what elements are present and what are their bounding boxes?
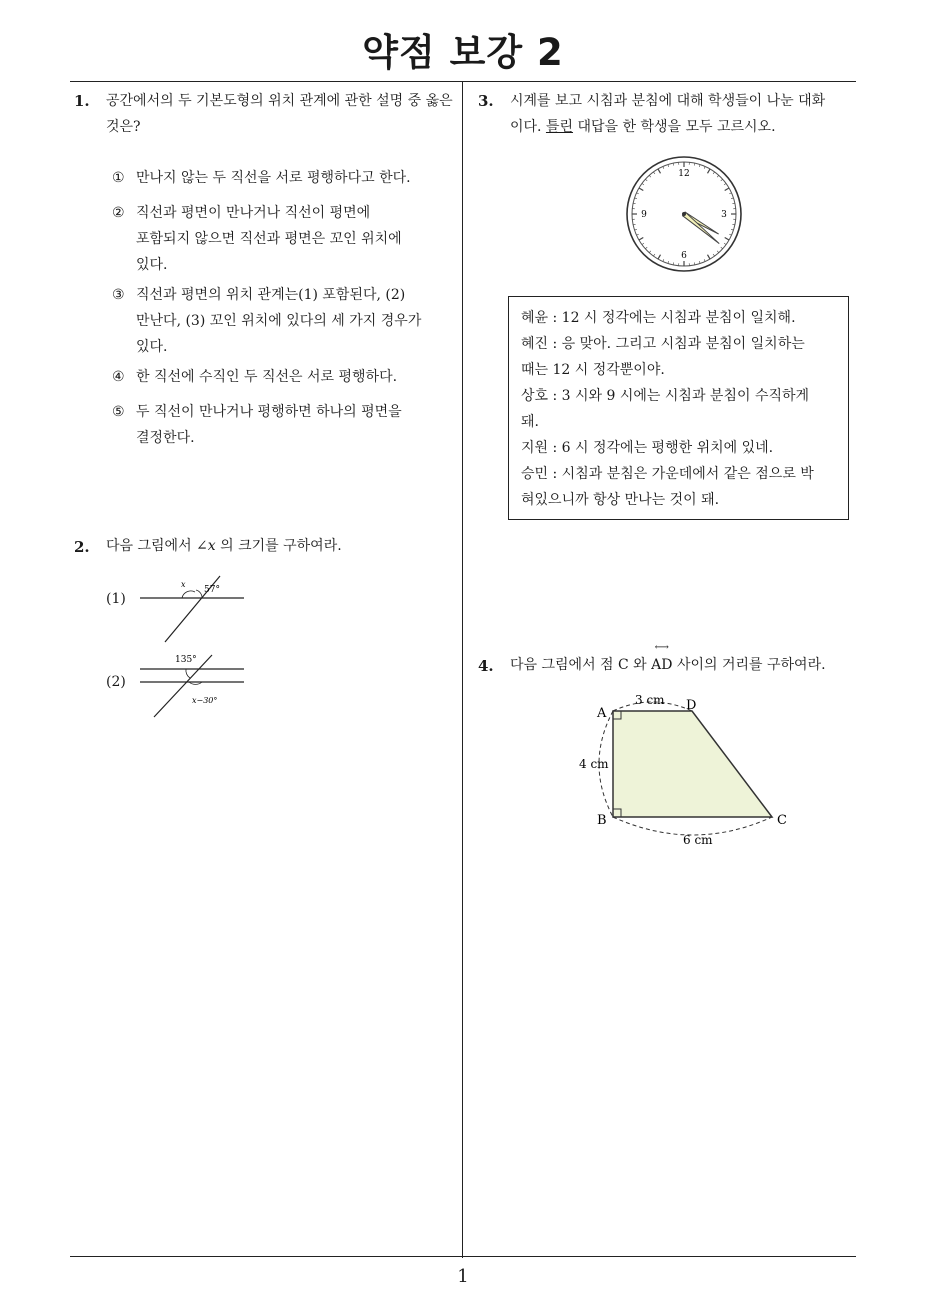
choice-5-line: 결정한다. [136, 430, 195, 446]
parallel-lines-figure-2 [130, 650, 260, 725]
question-4-number: 4. [478, 657, 494, 675]
point-d-label: D [686, 698, 697, 713]
choice-2-line: 직선과 평면이 만나거나 직선이 평면에 [136, 205, 371, 221]
length-label-4cm: 4 cm [579, 757, 609, 771]
question-1-choices [112, 165, 457, 451]
angle-variable: x [207, 538, 216, 554]
choice-2-line: 있다. [136, 257, 168, 273]
question-4-text-before: 다음 그림에서 점 C 와 [510, 657, 652, 673]
choice-2[interactable] [112, 200, 457, 278]
choice-4[interactable] [112, 364, 457, 390]
clock-figure [624, 154, 744, 274]
choice-2-line: 포함되지 않으면 직선과 평면은 꼬인 위치에 [136, 231, 402, 247]
angle-label-135: 135° [175, 655, 197, 665]
question-3-line-2-before: 이다. [510, 119, 546, 135]
column-divider [462, 82, 463, 1258]
choice-5-mark: ⑤ [112, 404, 125, 420]
dialog-line: 혜진 : 응 맞아. 그리고 시침과 분침이 일치하는 [521, 336, 805, 352]
part-1-label: (1) [106, 591, 126, 607]
choice-5[interactable] [112, 399, 457, 451]
student-dialog-box [508, 296, 849, 520]
point-b-label: B [597, 813, 607, 828]
angle-label-57: 57° [204, 585, 220, 595]
underlined-keyword: 틀린 [545, 119, 574, 135]
angle-symbol: ∠ [196, 538, 208, 554]
choice-1-mark: ① [112, 170, 125, 186]
point-a-label: A [597, 706, 607, 721]
choice-1-line: 만나지 않는 두 직선을 서로 평행하다고 한다. [136, 170, 411, 186]
dialog-line: 승민 : 시침과 분침은 가운데에서 같은 점으로 박 [521, 466, 814, 482]
question-2-text [106, 533, 342, 559]
length-label-3cm: 3 cm [635, 693, 665, 707]
angle-arc-135 [186, 669, 190, 678]
dialog-line: 혜윤 : 12 시 정각에는 시침과 분침이 일치해. [521, 310, 796, 326]
angle-label-x-30: x−30° [192, 696, 218, 705]
clock-number-3: 3 [721, 210, 727, 220]
choice-1[interactable] [112, 165, 457, 191]
choice-3-line: 직선과 평면의 위치 관계는(1) 포함된다, (2) [136, 287, 406, 303]
angle-label-x: x [181, 580, 186, 589]
dialog-line: 상호 : 3 시와 9 시에는 시침과 분침이 수직하게 [521, 388, 810, 404]
page-title: 약점 보강 2 [362, 31, 564, 74]
question-3-number: 3. [478, 92, 494, 110]
header-rule [70, 81, 856, 82]
choice-2-mark: ② [112, 205, 125, 221]
point-c-label: C [777, 813, 787, 828]
clock-number-9: 9 [641, 210, 647, 220]
question-4-text-after: 사이의 거리를 구하여라. [672, 657, 826, 673]
clock-center-pin [682, 212, 686, 216]
question-1-text: 공간에서의 두 기본도형의 위치 관계에 관한 설명 중 옳은 것은? [106, 93, 453, 135]
angle-arc-57 [196, 590, 202, 598]
question-3-line-2 [510, 114, 860, 140]
parallel-lines-figure-1 [130, 570, 260, 650]
length-label-6cm: 6 cm [683, 833, 713, 847]
choice-3-line: 있다. [136, 339, 168, 355]
question-4-text [510, 642, 826, 678]
part-2-label: (2) [106, 674, 126, 690]
trapezoid-figure [570, 693, 800, 855]
question-3-line-2-after: 대답을 한 학생을 모두 고르시오. [573, 119, 776, 135]
dialog-line: 지원 : 6 시 정각에는 평행한 위치에 있네. [521, 440, 774, 456]
clock-number-12: 12 [678, 169, 690, 179]
question-3-text [510, 88, 860, 140]
choice-3-line: 만난다, (3) 꼬인 위치에 있다의 세 가지 경우가 [136, 313, 422, 329]
line-ad-symbol [651, 642, 673, 678]
footer-rule [70, 1256, 856, 1257]
clock-number-6: 6 [681, 251, 687, 261]
dialog-line: 혀있으니까 항상 만나는 것이 돼. [521, 492, 720, 508]
choice-4-mark: ④ [112, 369, 125, 385]
dialog-line: 돼. [521, 414, 539, 430]
line-ad-label: AD [651, 657, 673, 673]
trapezoid-abcd [613, 711, 772, 817]
question-2-text-before: 다음 그림에서 [106, 538, 197, 554]
page-number: 1 [457, 1266, 469, 1287]
dialog-line: 때는 12 시 정각뿐이야. [521, 362, 665, 378]
double-arrow-icon: ⟷ [654, 642, 669, 653]
choice-5-line: 두 직선이 만나거나 평행하면 하나의 평면을 [136, 404, 402, 420]
choice-4-line: 한 직선에 수직인 두 직선은 서로 평행하다. [136, 369, 398, 385]
question-2-number: 2. [74, 538, 90, 556]
angle-arc-x [182, 591, 195, 598]
question-3-line-1: 시계를 보고 시침과 분침에 대해 학생들이 나눈 대화 [510, 93, 826, 109]
question-2-text-after: 의 크기를 구하여라. [215, 538, 342, 554]
question-1-number: 1. [74, 92, 90, 110]
choice-3-mark: ③ [112, 287, 125, 303]
choice-3[interactable] [112, 282, 457, 360]
